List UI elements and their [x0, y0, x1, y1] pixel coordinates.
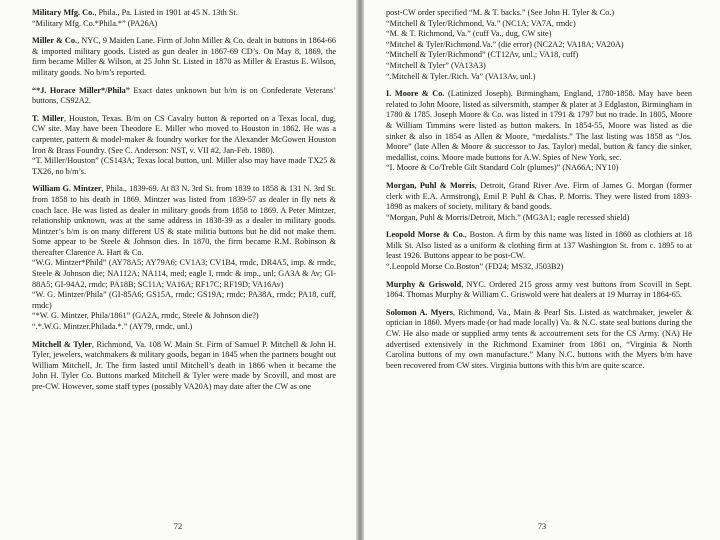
- entry-paragraph: [32, 184, 336, 258]
- entry-morgan-puhl-and-morris: [386, 181, 692, 223]
- backmark-line: “Mitchell & Tyler/Richmond” (CT12Av, unl.; VA18, cuff): [386, 50, 579, 60]
- backmark-line: “.*.W.G. Mintzer.Philada.*.” (AY79, rmdc, unl.): [32, 322, 193, 332]
- page-number: 72: [173, 521, 183, 532]
- entry-text: , Richmond, Va. 108 W. Main St. Firm of Samuel P. Mitchell & John H. Tyler, jewelers, watchmakers & military goods, began in 1845 when the partners bought out William Mitchell, Jr. The firm lasted until Mitchell’s death in 1866 when it became the John H. Tyler Co. Buttons marked Mitchell & Tyler were made by Scovill, and most are pre-CW. However, some staff types (possibly VA20A) may date after the CW as one: [32, 339, 336, 391]
- entry-text: , Phila., 1839-69. At 83 N. 3rd St. from 1839 to 1858 & 131 N. 3rd St. from 1858 to his death in 1869. Mintzer was listed from 1839-57 as dealer in fly nets & coach lace. He was listed as dealer in military goods from 1858 to 1869. A Peter Mintzer, relationship unknown, was at the same address in 1838-39 as a dealer in military goods. Mintzer’s b/m is on many different US & state militia buttons but he did not make them. Some appear to be Steele & Johnson dies. In 1870, the firm became R.M. Robinson & thereafter Clarence A. Hart & Co.: [32, 184, 336, 257]
- left-page: [0, 0, 356, 540]
- entry-heading: T. Miller: [32, 113, 64, 123]
- entry-william-g-mintzer: [32, 184, 336, 332]
- backmark-line: “Mitchell & Tyler” (VA13A3): [386, 60, 486, 70]
- entry-mitchell-and-tyler: [32, 340, 336, 393]
- backmark-line: “*W. G. Mintzer, Phila/1861” (GA2A, rmdc, Steele & Johnson die?): [32, 311, 259, 321]
- backmark-line: “M. & T. Richmond, Va.” (cuff Va., dug, CW site): [386, 29, 552, 39]
- backmark-line: “Mitchell & Tyler/Richmond, Va.” (NC1A; VA7A, rmdc): [386, 18, 576, 28]
- page-number: 73: [537, 521, 547, 532]
- entry-murphy-and-griswold: [386, 280, 692, 301]
- entry-paragraph: [32, 36, 336, 78]
- backmark-line: “T. Miller/Houston” (CS143A; Texas local button, unl. Miller also may have made TX25 & TX26, no b/m’s.: [32, 156, 336, 176]
- entry-text: (Latinized Joseph). Birmingham, England, 1780-1858. May have been related to John Moore, listed as silversmith, stamper & plater at 3 Edglaston, Birmingham in 1780 & 1785. Joseph Moore & Co. was listed in 1791 & 1797 but no trade. In 1805, Moore & William Timmins were listed as button makers. In 1854-55, Moore was listed as die sinker & also in 1854 as Allen & Moore, “medalists.” The last listing was 1858 as “Jos. Moore” (late Allen & Moore & successor to Jas. Taylor) medal, button & fancy die sinker, medallist, coins. Moore made buttons for A.W. Spies of New York, sec.: [386, 89, 692, 162]
- entry-text: , Detroit, Grand River Ave. Firm of James G. Morgan (former clerk with E.A. Armstrong), Emil P. Puhl & Chas. P. Morris. They were listed from 1893-1898 as makers of society, military & band goods.: [386, 180, 693, 212]
- entry-heading: William G. Mintzer: [32, 184, 102, 194]
- entry-military-mfg-co: [32, 8, 336, 29]
- entry-text: post-CW order specified “M. & T. backs.” (See John H. Tyler & Co.): [386, 8, 615, 17]
- entry-text: Exact dates unknown but b/m is on Confederate Veterans’ buttons, CS92A2.: [32, 85, 336, 106]
- entry-heading: Mitchell & Tyler: [32, 339, 92, 349]
- backmark-line: “.Mitchell & Tyler./Rich. Va” (VA13Av, unl.): [386, 71, 536, 81]
- entry-i-moore-and-co: [386, 89, 692, 174]
- entry-text: , Phila., Pa. Listed in 1901 at 45 N. 13th St.: [94, 8, 238, 17]
- entry-paragraph: [386, 308, 692, 372]
- entry-paragraph: [32, 114, 336, 156]
- right-page: [364, 0, 720, 540]
- book-gutter: [356, 0, 364, 540]
- backmark-line: “.Leopold Morse Co.Boston” (FD24; MS32, J503B2): [386, 262, 564, 272]
- entry-text: , Boston. A firm by this name was listed in 1860 as clothiers at 18 Milk St. Also listed as a uniform & clothing firm at 137 Washington St. from c. 1895 to at least 1926. Buttons appear to be post-CW.: [386, 230, 692, 261]
- entry-heading: Murphy & Griswold: [386, 279, 462, 289]
- backmark-line: “W. G. Mintzer/Phila” (GI-85A6; GS15A, rmdc; GS19A; rmdc; PA38A, rmdc; PA18, cuff, rmdc): [32, 290, 336, 310]
- backmark-line: “W.G. Mintzer*Phild” (AY78A5; AY79A6; CV1A3; CV1B4, rmdc, DR4A5, imp. & rmdc, Steele & Johnson die; NA112A; NA114, med; eagle I, rmdc & imp., unl; GA3A & Av; GI-88A5; GI-94A2, rmdc; PA18B; SC11A; VA16A; RF17C; RF19D; VA16Av): [32, 258, 336, 289]
- entry-paragraph: [32, 340, 336, 393]
- entry-paragraph: [32, 86, 336, 107]
- entry-heading: Military Mfg. Co.: [32, 8, 95, 17]
- entry-text: , NYC. Ordered 215 gross army vest buttons from Scovill in Sept. 1864. Thomas Murphy & William C. Griswold were hat dealers at 19 Murray in 1864-65.: [386, 279, 692, 300]
- entry-solomon-a-myers: [386, 308, 692, 372]
- entry-text: , NYC, 9 Maiden Lane. Firm of John Miller & Co. dealt in buttons in 1864-66 & imported military goods. Listed as gun dealer in 1867-69 CD’s. On May 8, 1869, the firm became Miller & Wilson, at 25 John St. Listed in 1870 as Miller & Erastus E. Wilson, military goods. No b/m’s reported.: [32, 36, 337, 77]
- entry-paragraph: [32, 8, 336, 19]
- entry-paragraph: [386, 230, 692, 262]
- entry-heading: Solomon A. Myers: [386, 307, 454, 317]
- entry-heading: Miller & Co.: [32, 36, 78, 46]
- entry-heading: I. Moore & Co.: [386, 89, 445, 99]
- entry-text: , Houston, Texas. B/m on CS Cavalry button & reported on a Texas local, dug, CW site. May have been Theodore E. Miller who moved to Houston in 1862. He was a carpenter, pattern & model-maker & foundry worker for the Alexander McGowen Houston Iron & Brass Foundry. (See C. Anderson: NST, v. VII #2, Jan-Feb. 1980).: [32, 113, 336, 155]
- backmark-line: “Mitchel & Tyler/Richmond.Va.” (die error) (NC2A2; VA18A; VA20A): [386, 39, 624, 49]
- entry-heading: Morgan, Puhl & Morris: [386, 180, 475, 190]
- entry-heading: “*J. Horace Miller*/Phila”: [32, 85, 130, 95]
- entry-heading: Leopold Morse & Co.: [386, 230, 465, 240]
- entry-leopold-morse-and-co: [386, 230, 692, 272]
- entry-j-horace-miller: [32, 86, 336, 107]
- entry-mitchell-and-tyler-continued: [386, 8, 692, 82]
- backmark-line: “Military Mfg. Co.*Phila.*” (PA26A): [32, 18, 158, 28]
- entry-paragraph: [386, 181, 692, 213]
- entry-text: , Richmond, Va., Main & Pearl Sts. Listed as watchmaker, jeweler & optician in 1860. Myers made (or had made locally) Va. & N.C. state seal buttons during the CW. He also made or supplied army tents & accoutrement sets for the CS Army. (NA) He advertised extensively in the Richmond Examiner from 1861 on, “Virginia & North Carolina buttons of my own manufacture.” Many N.C. buttons with the Myers b/m have been recovered from CW sites. Virginia buttons with this b/m are quite scarce.: [386, 307, 692, 370]
- backmark-line: “Morgan, Puhl & Morris/Detroit, Mich.” (MG3A1; eagle recessed shield): [386, 212, 630, 222]
- entry-miller-and-co: [32, 36, 336, 78]
- entry-paragraph: [386, 280, 692, 301]
- entry-t-miller: [32, 114, 336, 178]
- backmark-line: “I. Moore & Co/Treble Gilt Standard Colr (plumes)” (NA66A; NY10): [386, 163, 619, 173]
- entry-paragraph: [386, 89, 692, 163]
